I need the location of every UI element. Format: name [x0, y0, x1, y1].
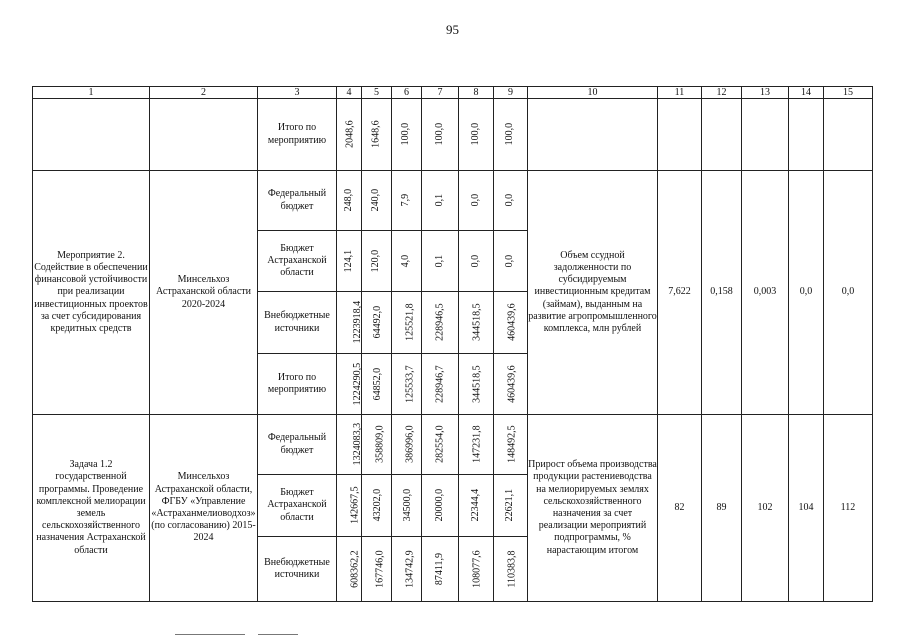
value-cell — [422, 354, 459, 415]
col-header-11: 11 — [658, 87, 702, 99]
funding-source-cell: Внебюджетные источники — [258, 537, 337, 602]
value-text: 228946,5 — [434, 303, 446, 342]
col-header-14: 14 — [789, 87, 824, 99]
empty-cell — [789, 99, 824, 171]
indicator-value-11: 82 — [658, 415, 702, 602]
table-row — [33, 99, 873, 171]
value-cell — [422, 537, 459, 602]
measure-2-executor: Минсельхоз Астраханской области 2020-2024 — [150, 171, 258, 415]
value-cell — [337, 99, 362, 171]
value-cell — [459, 415, 494, 475]
col-header-8: 8 — [459, 87, 494, 99]
value-cell — [337, 354, 362, 415]
bottom-edge-line — [258, 634, 298, 635]
value-text: 20000,0 — [433, 489, 445, 522]
value-text: 100,0 — [400, 123, 412, 146]
value-text: 1224290,5 — [352, 362, 364, 406]
value-text: 1223918,4 — [352, 301, 364, 344]
value-cell — [494, 231, 528, 292]
value-text: 0,0 — [469, 254, 481, 268]
col-header-12: 12 — [702, 87, 742, 99]
value-cell — [459, 231, 494, 292]
value-text: 64852,0 — [372, 367, 384, 401]
value-text: 147231,8 — [471, 425, 483, 464]
value-cell — [337, 292, 362, 354]
value-cell — [392, 415, 422, 475]
funding-source-cell: Итого по мероприятию — [258, 354, 337, 415]
empty-cell — [742, 99, 789, 171]
value-cell — [494, 171, 528, 231]
value-text: 0,0 — [504, 254, 516, 268]
value-cell — [337, 171, 362, 231]
empty-cell — [528, 99, 658, 171]
value-text: 120,0 — [370, 249, 382, 273]
bottom-edge-line — [175, 634, 245, 635]
value-text: 2048,6 — [344, 120, 356, 149]
value-cell — [422, 475, 459, 537]
value-cell — [494, 415, 528, 475]
task-1-2-name: Задача 1.2 государственной программы. Проведение комплексной мелиорации земель сельскохозяйственного назначения Астраханской области — [33, 415, 150, 602]
value-text: 125533,7 — [404, 365, 416, 403]
value-cell — [459, 171, 494, 231]
value-text: 125521,8 — [404, 303, 416, 342]
value-text: 240,0 — [370, 189, 382, 212]
value-text: 344518,5 — [471, 303, 483, 342]
indicator-value-14: 0,0 — [789, 171, 824, 415]
task-1-2-executor: Минсельхоз Астраханской области, ФГБУ «Управление «Астраханмелиоводхоз» (по согласованию) 2015-2024 — [150, 415, 258, 602]
value-cell — [337, 231, 362, 292]
value-text: 460439,6 — [506, 303, 518, 342]
value-text: 0,0 — [504, 194, 516, 207]
indicator-value-13: 102 — [742, 415, 789, 602]
value-text: 386996,0 — [404, 425, 416, 464]
value-cell — [422, 292, 459, 354]
value-cell — [392, 537, 422, 602]
value-text: 87411,9 — [433, 552, 445, 586]
value-cell — [422, 415, 459, 475]
indicator-value-13: 0,003 — [742, 171, 789, 415]
value-cell — [392, 354, 422, 415]
empty-cell — [150, 99, 258, 171]
value-cell — [494, 99, 528, 171]
value-cell — [362, 354, 392, 415]
program-table — [32, 86, 873, 602]
value-text: 100,0 — [504, 123, 516, 146]
value-cell — [422, 171, 459, 231]
value-text: 1324083,3 — [352, 423, 364, 466]
empty-cell — [702, 99, 742, 171]
value-cell — [459, 354, 494, 415]
value-text: 1648,6 — [370, 120, 382, 149]
value-text: 7,9 — [400, 194, 412, 207]
value-text: 108077,6 — [471, 550, 483, 588]
value-cell — [362, 415, 392, 475]
value-text: 4,0 — [400, 254, 412, 268]
value-cell — [362, 171, 392, 231]
value-text: 282554,0 — [434, 425, 446, 464]
value-text: 110383,8 — [506, 550, 518, 588]
indicator-value-15: 112 — [824, 415, 873, 602]
value-cell — [494, 475, 528, 537]
value-text: 64492,0 — [372, 306, 384, 339]
value-cell — [459, 292, 494, 354]
value-text: 460439,6 — [506, 365, 518, 403]
indicator-value-15: 0,0 — [824, 171, 873, 415]
task-1-2-indicator: Прирост объема производства продукции растениеводства на мелиорируемых землях сельскохозяйственного назначения за счет реализации мероприятий подпрограммы, % нарастающим итогом — [528, 415, 658, 602]
value-cell — [362, 475, 392, 537]
col-header-15: 15 — [824, 87, 873, 99]
value-text: 34500,0 — [402, 489, 414, 522]
value-cell — [362, 537, 392, 602]
value-cell — [494, 292, 528, 354]
funding-source-cell: Бюджет Астраханской области — [258, 475, 337, 537]
page-number: 95 — [446, 22, 459, 37]
value-cell — [392, 475, 422, 537]
value-cell — [337, 415, 362, 475]
measure-2-indicator: Объем ссудной задолженности по субсидируемым инвестиционным кредитам (займам), выданным на развитие агропромышленного комплекса, млн рублей — [528, 171, 658, 415]
value-text: 0,1 — [433, 254, 445, 268]
col-header-9: 9 — [494, 87, 528, 99]
col-header-5: 5 — [362, 87, 392, 99]
funding-source-cell: Итого по мероприятию — [258, 99, 337, 171]
indicator-value-11: 7,622 — [658, 171, 702, 415]
col-header-10: 10 — [528, 87, 658, 99]
column-numbers-row — [33, 87, 873, 99]
funding-source-cell: Внебюджетные источники — [258, 292, 337, 354]
funding-source-cell: Бюджет Астраханской области — [258, 231, 337, 292]
funding-source-cell: Федеральный бюджет — [258, 415, 337, 475]
value-cell — [392, 99, 422, 171]
value-text: 22344,4 — [469, 489, 481, 522]
value-cell — [459, 99, 494, 171]
value-cell — [422, 231, 459, 292]
empty-cell — [33, 99, 150, 171]
empty-cell — [658, 99, 702, 171]
empty-cell — [824, 99, 873, 171]
value-text: 358809,0 — [374, 425, 386, 464]
col-header-13: 13 — [742, 87, 789, 99]
value-cell — [392, 231, 422, 292]
value-text: 167746,0 — [374, 550, 386, 588]
value-text: 148492,5 — [506, 425, 518, 464]
value-text: 124,1 — [342, 249, 354, 273]
funding-source-cell: Федеральный бюджет — [258, 171, 337, 231]
value-cell — [422, 99, 459, 171]
value-text: 0,1 — [433, 194, 445, 207]
value-cell — [362, 99, 392, 171]
value-cell — [337, 475, 362, 537]
value-text: 248,0 — [342, 189, 354, 212]
value-cell — [459, 537, 494, 602]
value-cell — [362, 292, 392, 354]
value-cell — [392, 171, 422, 231]
indicator-value-12: 89 — [702, 415, 742, 602]
value-text: 344518,5 — [471, 365, 483, 403]
col-header-7: 7 — [422, 87, 459, 99]
col-header-3: 3 — [258, 87, 337, 99]
col-header-1: 1 — [33, 87, 150, 99]
measure-2-name: Мероприятие 2. Содействие в обеспечении финансовой устойчивости при реализации инвестиционных проектов за счет субсидирования кредитных средств — [33, 171, 150, 415]
value-text: 608362,2 — [349, 550, 361, 588]
value-text: 100,0 — [433, 123, 445, 146]
col-header-6: 6 — [392, 87, 422, 99]
value-text: 100,0 — [469, 123, 481, 146]
value-text: 134742,9 — [404, 550, 416, 588]
value-cell — [337, 537, 362, 602]
col-header-4: 4 — [337, 87, 362, 99]
table-row — [33, 171, 873, 231]
value-text: 0,0 — [469, 194, 481, 207]
value-cell — [494, 537, 528, 602]
indicator-value-12: 0,158 — [702, 171, 742, 415]
table-row — [33, 415, 873, 475]
value-cell — [362, 231, 392, 292]
value-cell — [494, 354, 528, 415]
value-text: 228946,7 — [434, 365, 446, 403]
value-text: 142667,5 — [349, 486, 361, 525]
value-cell — [392, 292, 422, 354]
value-cell — [459, 475, 494, 537]
col-header-2: 2 — [150, 87, 258, 99]
value-text: 43202,0 — [372, 489, 384, 522]
value-text: 22621,1 — [504, 489, 516, 522]
indicator-value-14: 104 — [789, 415, 824, 602]
